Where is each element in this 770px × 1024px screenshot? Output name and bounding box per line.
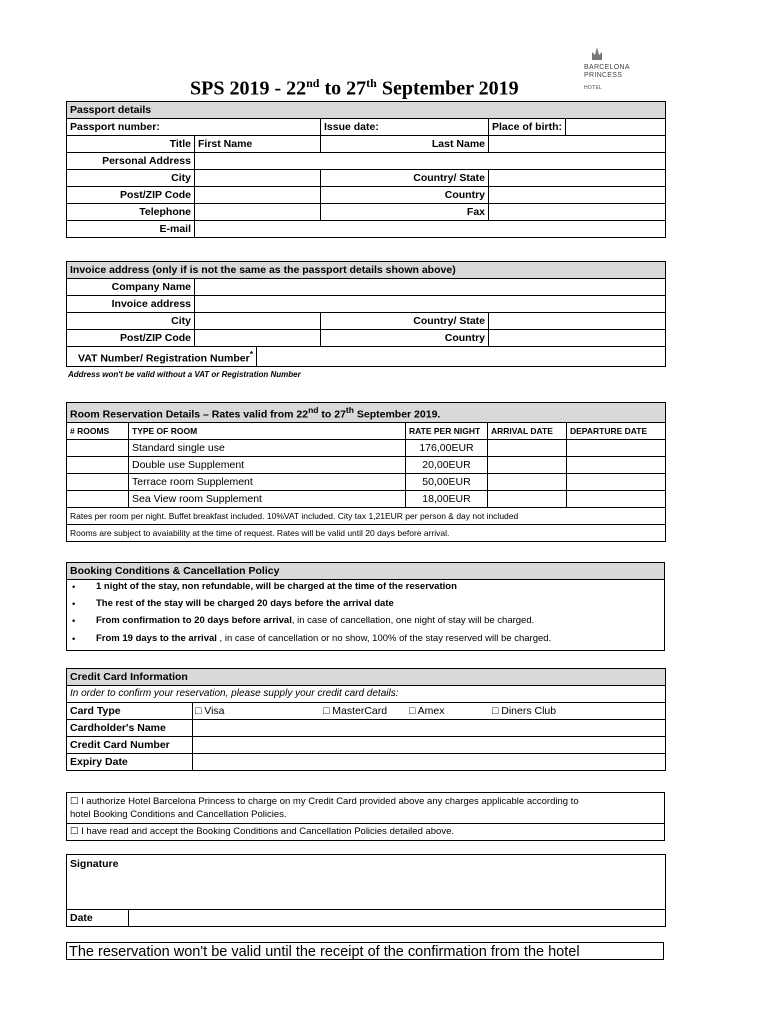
table-row (67, 439, 666, 456)
country-input[interactable] (489, 187, 666, 204)
invoice-country-input[interactable] (489, 330, 666, 347)
city-input[interactable] (195, 170, 321, 187)
personal-address-input[interactable] (195, 153, 666, 170)
diners-club-checkbox[interactable]: □ Diners Club (492, 705, 557, 717)
country-state-input[interactable] (489, 170, 666, 187)
availability-note: Rooms are subject to avaiability at the time of request. Rates will be valid until 20 days before arrival. (67, 524, 666, 541)
expiry-label: Expiry Date (67, 754, 193, 771)
invoice-post-zip-label: Post/ZIP Code (67, 330, 195, 347)
rooms-count-input[interactable] (67, 456, 129, 473)
room-type: Standard single use (129, 439, 406, 456)
condition-3: From confirmation to 20 days before arrival, in case of cancellation, one night of stay will be charged. (96, 615, 535, 626)
visa-checkbox[interactable]: □ Visa (195, 705, 225, 717)
cardholder-input[interactable] (193, 720, 666, 737)
col-rooms-header: # ROOMS (67, 422, 129, 439)
rooms-header: Room Reservation Details – Rates valid from 22nd to 27th September 2019. (67, 403, 666, 423)
fax-label: Fax (321, 204, 489, 221)
invoice-address-label: Invoice address (67, 296, 195, 313)
room-rate: 50,00EUR (406, 473, 488, 490)
crown-icon (588, 44, 606, 62)
telephone-label: Telephone (67, 204, 195, 221)
arrival-date-input[interactable] (488, 473, 567, 490)
booking-header: Booking Conditions & Cancellation Policy (67, 563, 665, 580)
company-name-label: Company Name (67, 279, 195, 296)
credit-card-instruction: In order to confirm your reservation, please supply your credit card details: (67, 686, 666, 703)
arrival-date-input[interactable] (488, 456, 567, 473)
place-of-birth-field[interactable]: Place of birth: (489, 119, 666, 136)
amex-checkbox[interactable]: □ Amex (409, 705, 445, 717)
mastercard-checkbox[interactable]: □ MasterCard (323, 705, 388, 717)
date-input[interactable] (129, 910, 666, 927)
room-reservation-table (66, 402, 666, 542)
invoice-city-label: City (67, 313, 195, 330)
credit-card-table (66, 668, 666, 771)
invoice-country-state-label: Country/ State (321, 313, 489, 330)
logo-line-3: HOTEL (584, 85, 603, 91)
vat-note: Address won't be valid without a VAT or Registration Number (68, 370, 301, 379)
arrival-date-input[interactable] (488, 439, 567, 456)
credit-card-header: Credit Card Information (67, 669, 666, 686)
passport-number-field[interactable]: Passport number: (67, 119, 321, 136)
passport-header: Passport details (67, 102, 666, 119)
bullet: • (72, 616, 76, 627)
col-arrival-header: ARRIVAL DATE (488, 422, 567, 439)
room-type: Terrace room Supplement (129, 473, 406, 490)
room-type: Double use Supplement (129, 456, 406, 473)
logo-line-1: BARCELONA (584, 64, 630, 71)
rooms-count-input[interactable] (67, 439, 129, 456)
departure-date-input[interactable] (567, 490, 666, 507)
col-departure-header: DEPARTURE DATE (567, 422, 666, 439)
authorization-table (66, 792, 665, 841)
rates-note: Rates per room per night. Buffet breakfast included. 10%VAT included. City tax 1,21EUR per person & day not included (67, 507, 666, 524)
card-type-options (193, 703, 666, 720)
signature-table (66, 854, 666, 927)
departure-date-input[interactable] (567, 439, 666, 456)
vat-input[interactable] (257, 347, 666, 367)
country-state-label: Country/ State (321, 170, 489, 187)
condition-2: The rest of the stay will be charged 20 days before the arrival date (96, 598, 394, 609)
logo-line-2: PRINCESS (584, 72, 623, 79)
bullet: • (72, 634, 76, 645)
room-rate: 20,00EUR (406, 456, 488, 473)
card-type-label: Card Type (67, 703, 193, 720)
authorize-checkbox[interactable]: ☐ I authorize Hotel Barcelona Princess to charge on my Credit Card provided above any charges applicable according to hotel Booking Conditions and Cancellation Policies. (67, 793, 665, 824)
condition-4: From 19 days to the arrival , in case of cancellation or no show, 100% of the stay reserved will be charged. (96, 633, 552, 644)
cardholder-label: Cardholder's Name (67, 720, 193, 737)
invoice-header: Invoice address (only if is not the same as the passport details shown above) (67, 262, 666, 279)
signature-field[interactable]: Signature (67, 855, 666, 910)
validity-notice: The reservation won't be valid until the receipt of the confirmation from the hotel (66, 942, 664, 960)
accept-conditions-checkbox[interactable]: ☐ I have read and accept the Booking Conditions and Cancellation Policies detailed above. (67, 824, 665, 841)
card-number-label: Credit Card Number (67, 737, 193, 754)
invoice-address-input[interactable] (195, 296, 666, 313)
vat-label: VAT Number/ Registration Number* (67, 347, 257, 367)
card-number-input[interactable] (193, 737, 666, 754)
post-zip-input[interactable] (195, 187, 321, 204)
email-label: E-mail (67, 221, 195, 238)
condition-1: 1 night of the stay, non refundable, will be charged at the time of the reservation (96, 581, 457, 592)
telephone-input[interactable] (195, 204, 321, 221)
rooms-count-input[interactable] (67, 490, 129, 507)
arrival-date-input[interactable] (488, 490, 567, 507)
room-rate: 18,00EUR (406, 490, 488, 507)
company-name-input[interactable] (195, 279, 666, 296)
invoice-city-input[interactable] (195, 313, 321, 330)
passport-details-table (66, 101, 666, 238)
room-rate: 176,00EUR (406, 439, 488, 456)
last-name-input[interactable] (489, 136, 666, 153)
email-input[interactable] (195, 221, 666, 238)
invoice-address-table (66, 261, 666, 367)
bullet: • (72, 599, 76, 610)
hotel-logo (584, 44, 646, 96)
last-name-label: Last Name (321, 136, 489, 153)
table-row (67, 473, 666, 490)
country-label: Country (321, 187, 489, 204)
first-name-label: First Name (195, 136, 321, 153)
personal-address-label: Personal Address (67, 153, 195, 170)
table-row (67, 490, 666, 507)
col-type-header: TYPE OF ROOM (129, 422, 406, 439)
page-title: SPS 2019 - 22nd to 27th September 2019 (190, 76, 519, 100)
col-rate-header: RATE PER NIGHT (406, 422, 488, 439)
invoice-post-zip-input[interactable] (195, 330, 321, 347)
departure-date-input[interactable] (567, 473, 666, 490)
rooms-count-input[interactable] (67, 473, 129, 490)
date-label: Date (67, 910, 129, 927)
bullet: • (72, 582, 76, 593)
city-label: City (67, 170, 195, 187)
room-type: Sea View room Supplement (129, 490, 406, 507)
invoice-country-state-input[interactable] (489, 313, 666, 330)
fax-input[interactable] (489, 204, 666, 221)
departure-date-input[interactable] (567, 456, 666, 473)
title-label: Title (67, 136, 195, 153)
issue-date-field[interactable]: Issue date: (321, 119, 489, 136)
post-zip-label: Post/ZIP Code (67, 187, 195, 204)
table-row (67, 456, 666, 473)
invoice-country-label: Country (321, 330, 489, 347)
expiry-input[interactable] (193, 754, 666, 771)
